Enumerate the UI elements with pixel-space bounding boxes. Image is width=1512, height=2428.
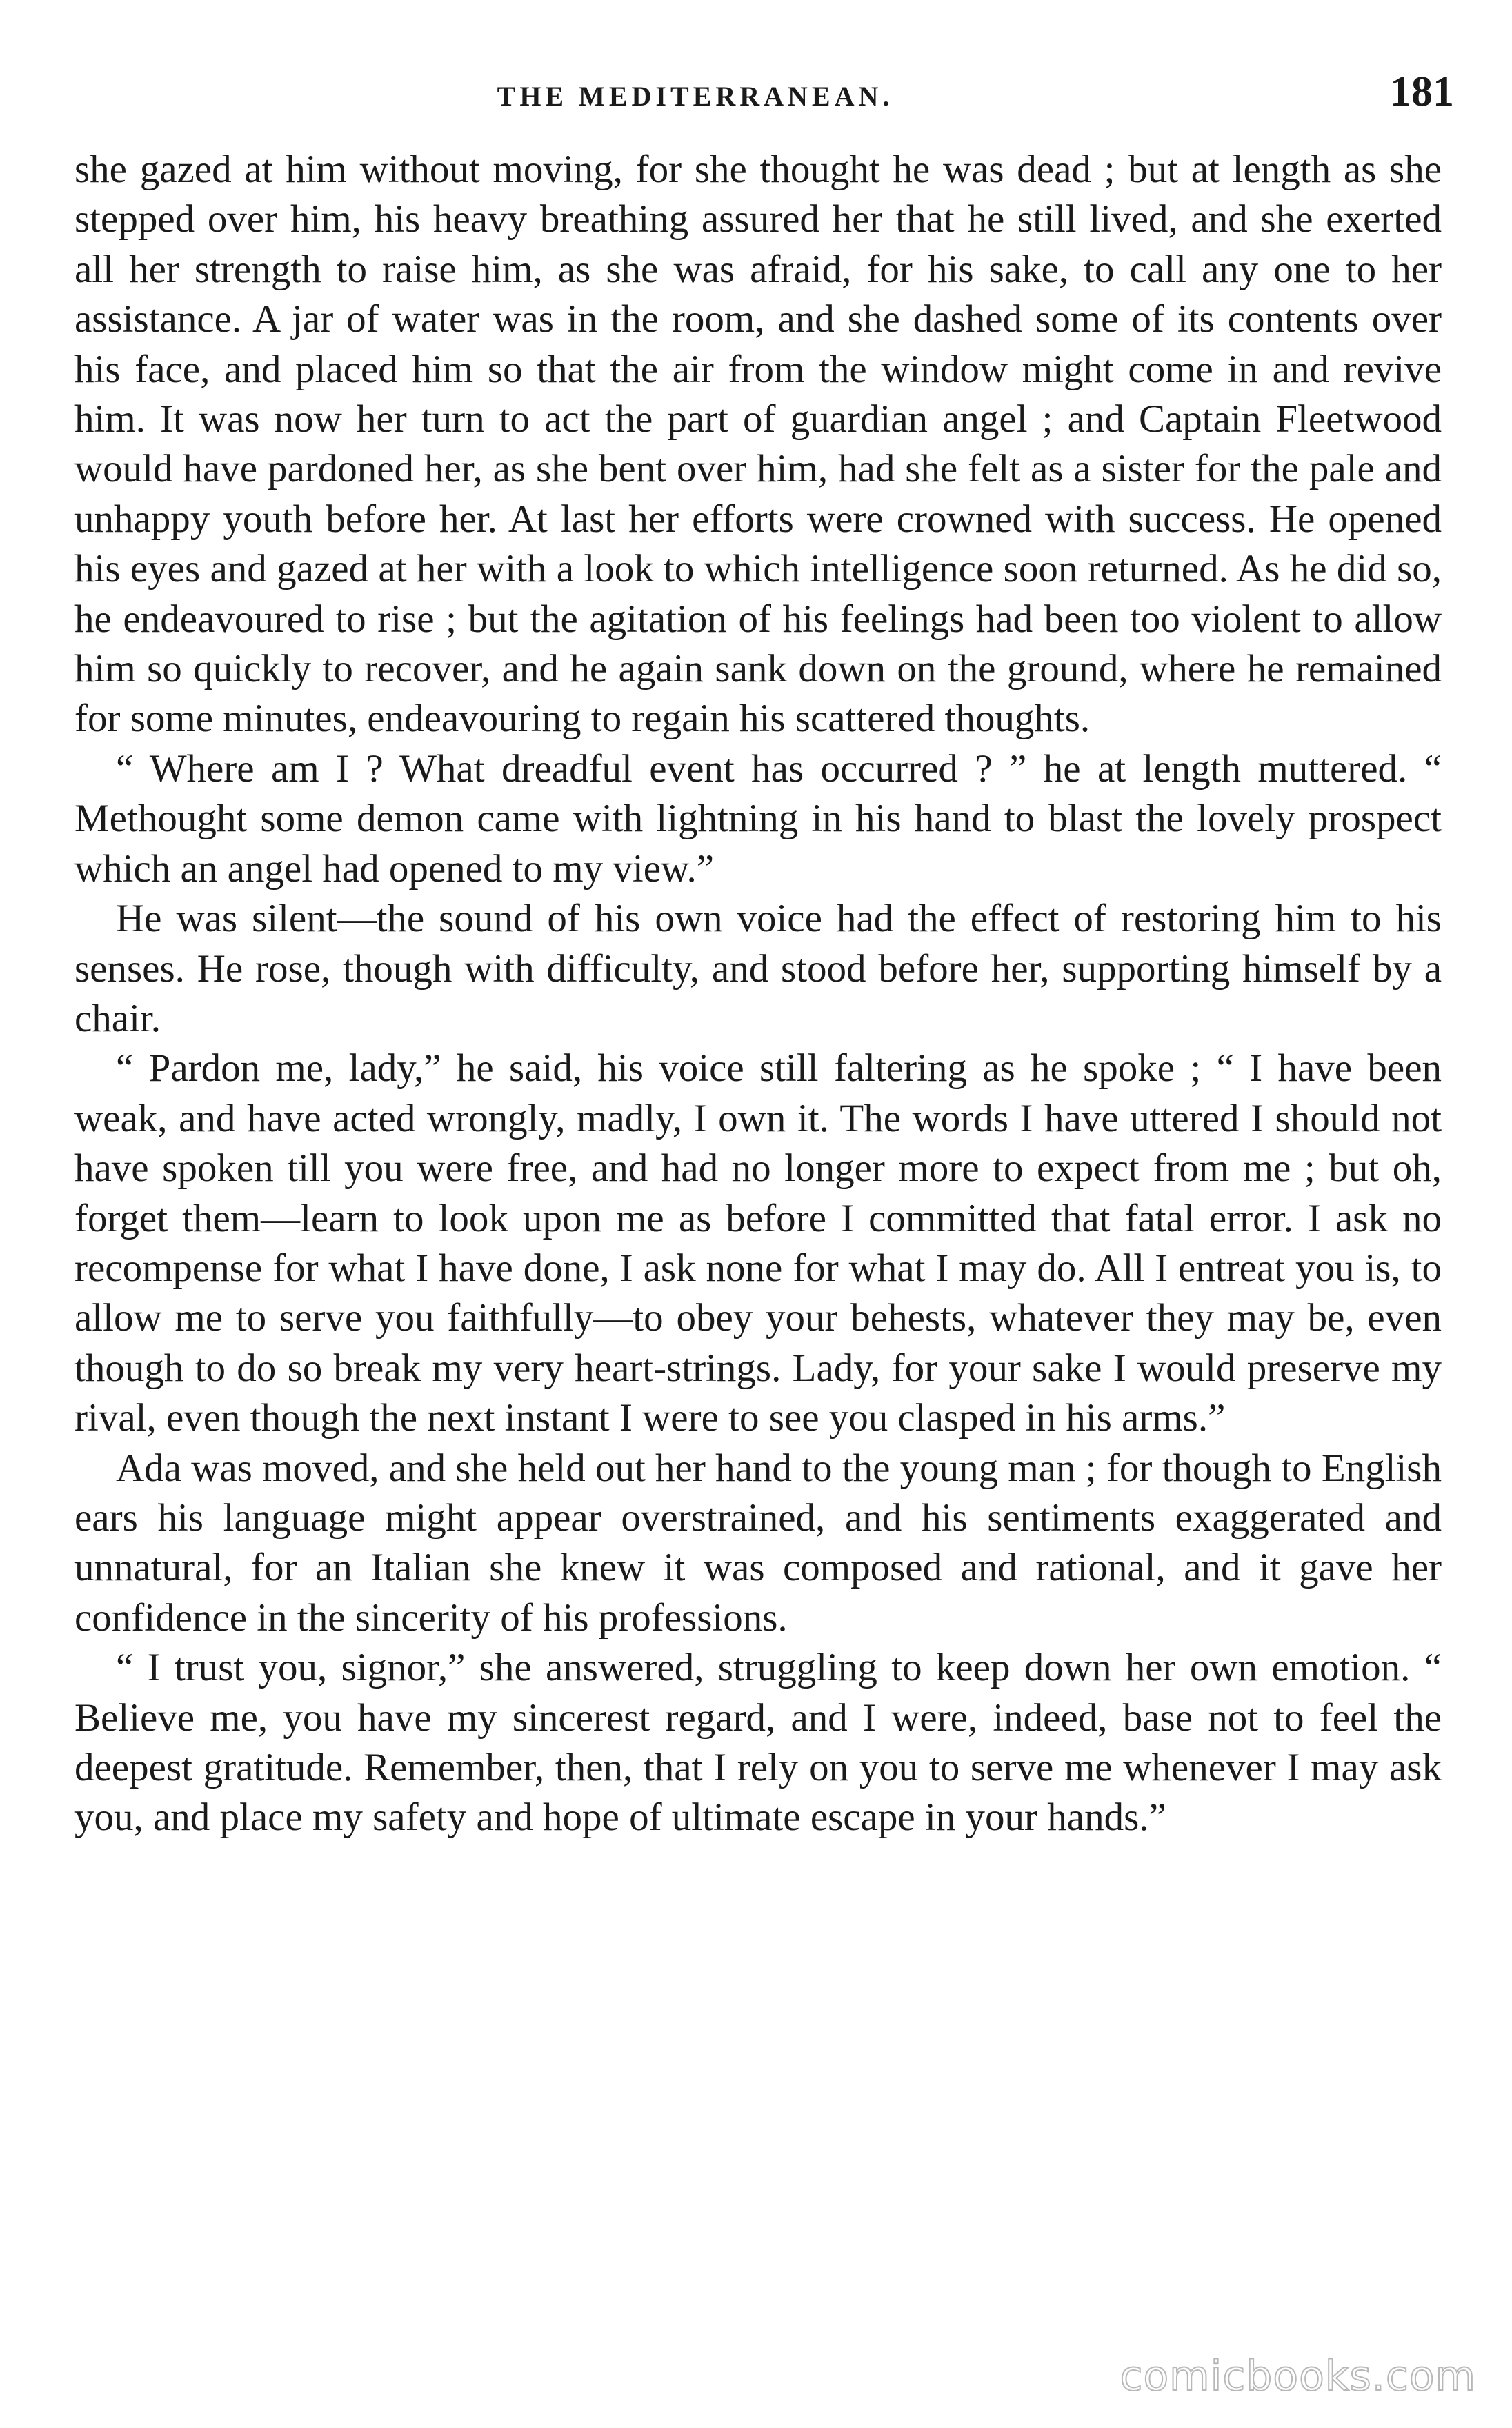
paragraph-5: Ada was moved, and she held out her hand to the young man ; for though to English ears his language might appear overstrained, and his sentiments exaggerated and unnatural, for an Italian she knew it was composed and rational, and it gave her confidence in the sincerity of his professions. [74,1446,1442,1640]
paragraph-2: “ Where am I ? What dreadful event has occurred ? ” he at length muttered. “ Methought some demon came with lightning in his hand to blast the lovely prospect which an angel had opened to my view.” [74,746,1442,890]
paragraph-3: He was silent—the sound of his own voice had the effect of restoring him to his senses. He rose, though with difficulty, and stood before her, supporting himself by a chair. [74,897,1442,1040]
page-number: 181 [1390,68,1454,115]
paragraph-1: she gazed at him without moving, for she thought he was dead ; but at length as she stepped over him, his heavy breathing assured her that he still lived, and she exerted all her strength to raise him, as she was afraid, for his sake, to call any one to her assistance. A jar of water was in the room, and she dashed some of its contents over his face, and placed him so that the air from the window might come in and revive him. It was now her turn to act the part of guardian angel ; and Captain Fleetwood would have pardoned her, as she bent over him, had she felt as a sister for the pale and unhappy youth before her. At last her efforts were crowned with success. He opened his eyes and gazed at her with a look to which intelligence soon returned. As he did so, he endeavoured to rise ; but the agitation of his feelings had been too violent to allow him so quickly to recover, and he again sank down on the ground, where he remained for some minutes, endeavouring to regain his scattered thoughts. [74,148,1442,741]
running-title: THE MEDITERRANEAN. [497,81,894,112]
running-head [74,61,1454,123]
watermark: comicbooks.com [1120,2352,1476,2400]
body-text [74,145,1442,1843]
paragraph-4: “ Pardon me, lady,” he said, his voice still faltering as he spoke ; “ I have been weak, and have acted wrongly, madly, I own it. The words I have uttered I should not have spoken till you were free, and had no longer more to expect from me ; but oh, forget them—learn to look upon me as before I committed that fatal error. I ask no recompense for what I have done, I ask none for what I may do. All I entreat you is, to allow me to serve you faithfully—to obey your behests, whatever they may be, even though to do so break my very heart-strings. Lady, for your sake I would preserve my rival, even though the next instant I were to see you clasped in his arms.” [74,1046,1442,1440]
paragraph-6: “ I trust you, signor,” she answered, struggling to keep down her own emotion. “ Believe me, you have my sincerest regard, and I were, indeed, base not to feel the deepest gratitude. Remember, then, that I rely on you to serve me whenever I may ask you, and place my safety and hope of ultimate escape in your hands.” [74,1646,1442,1840]
